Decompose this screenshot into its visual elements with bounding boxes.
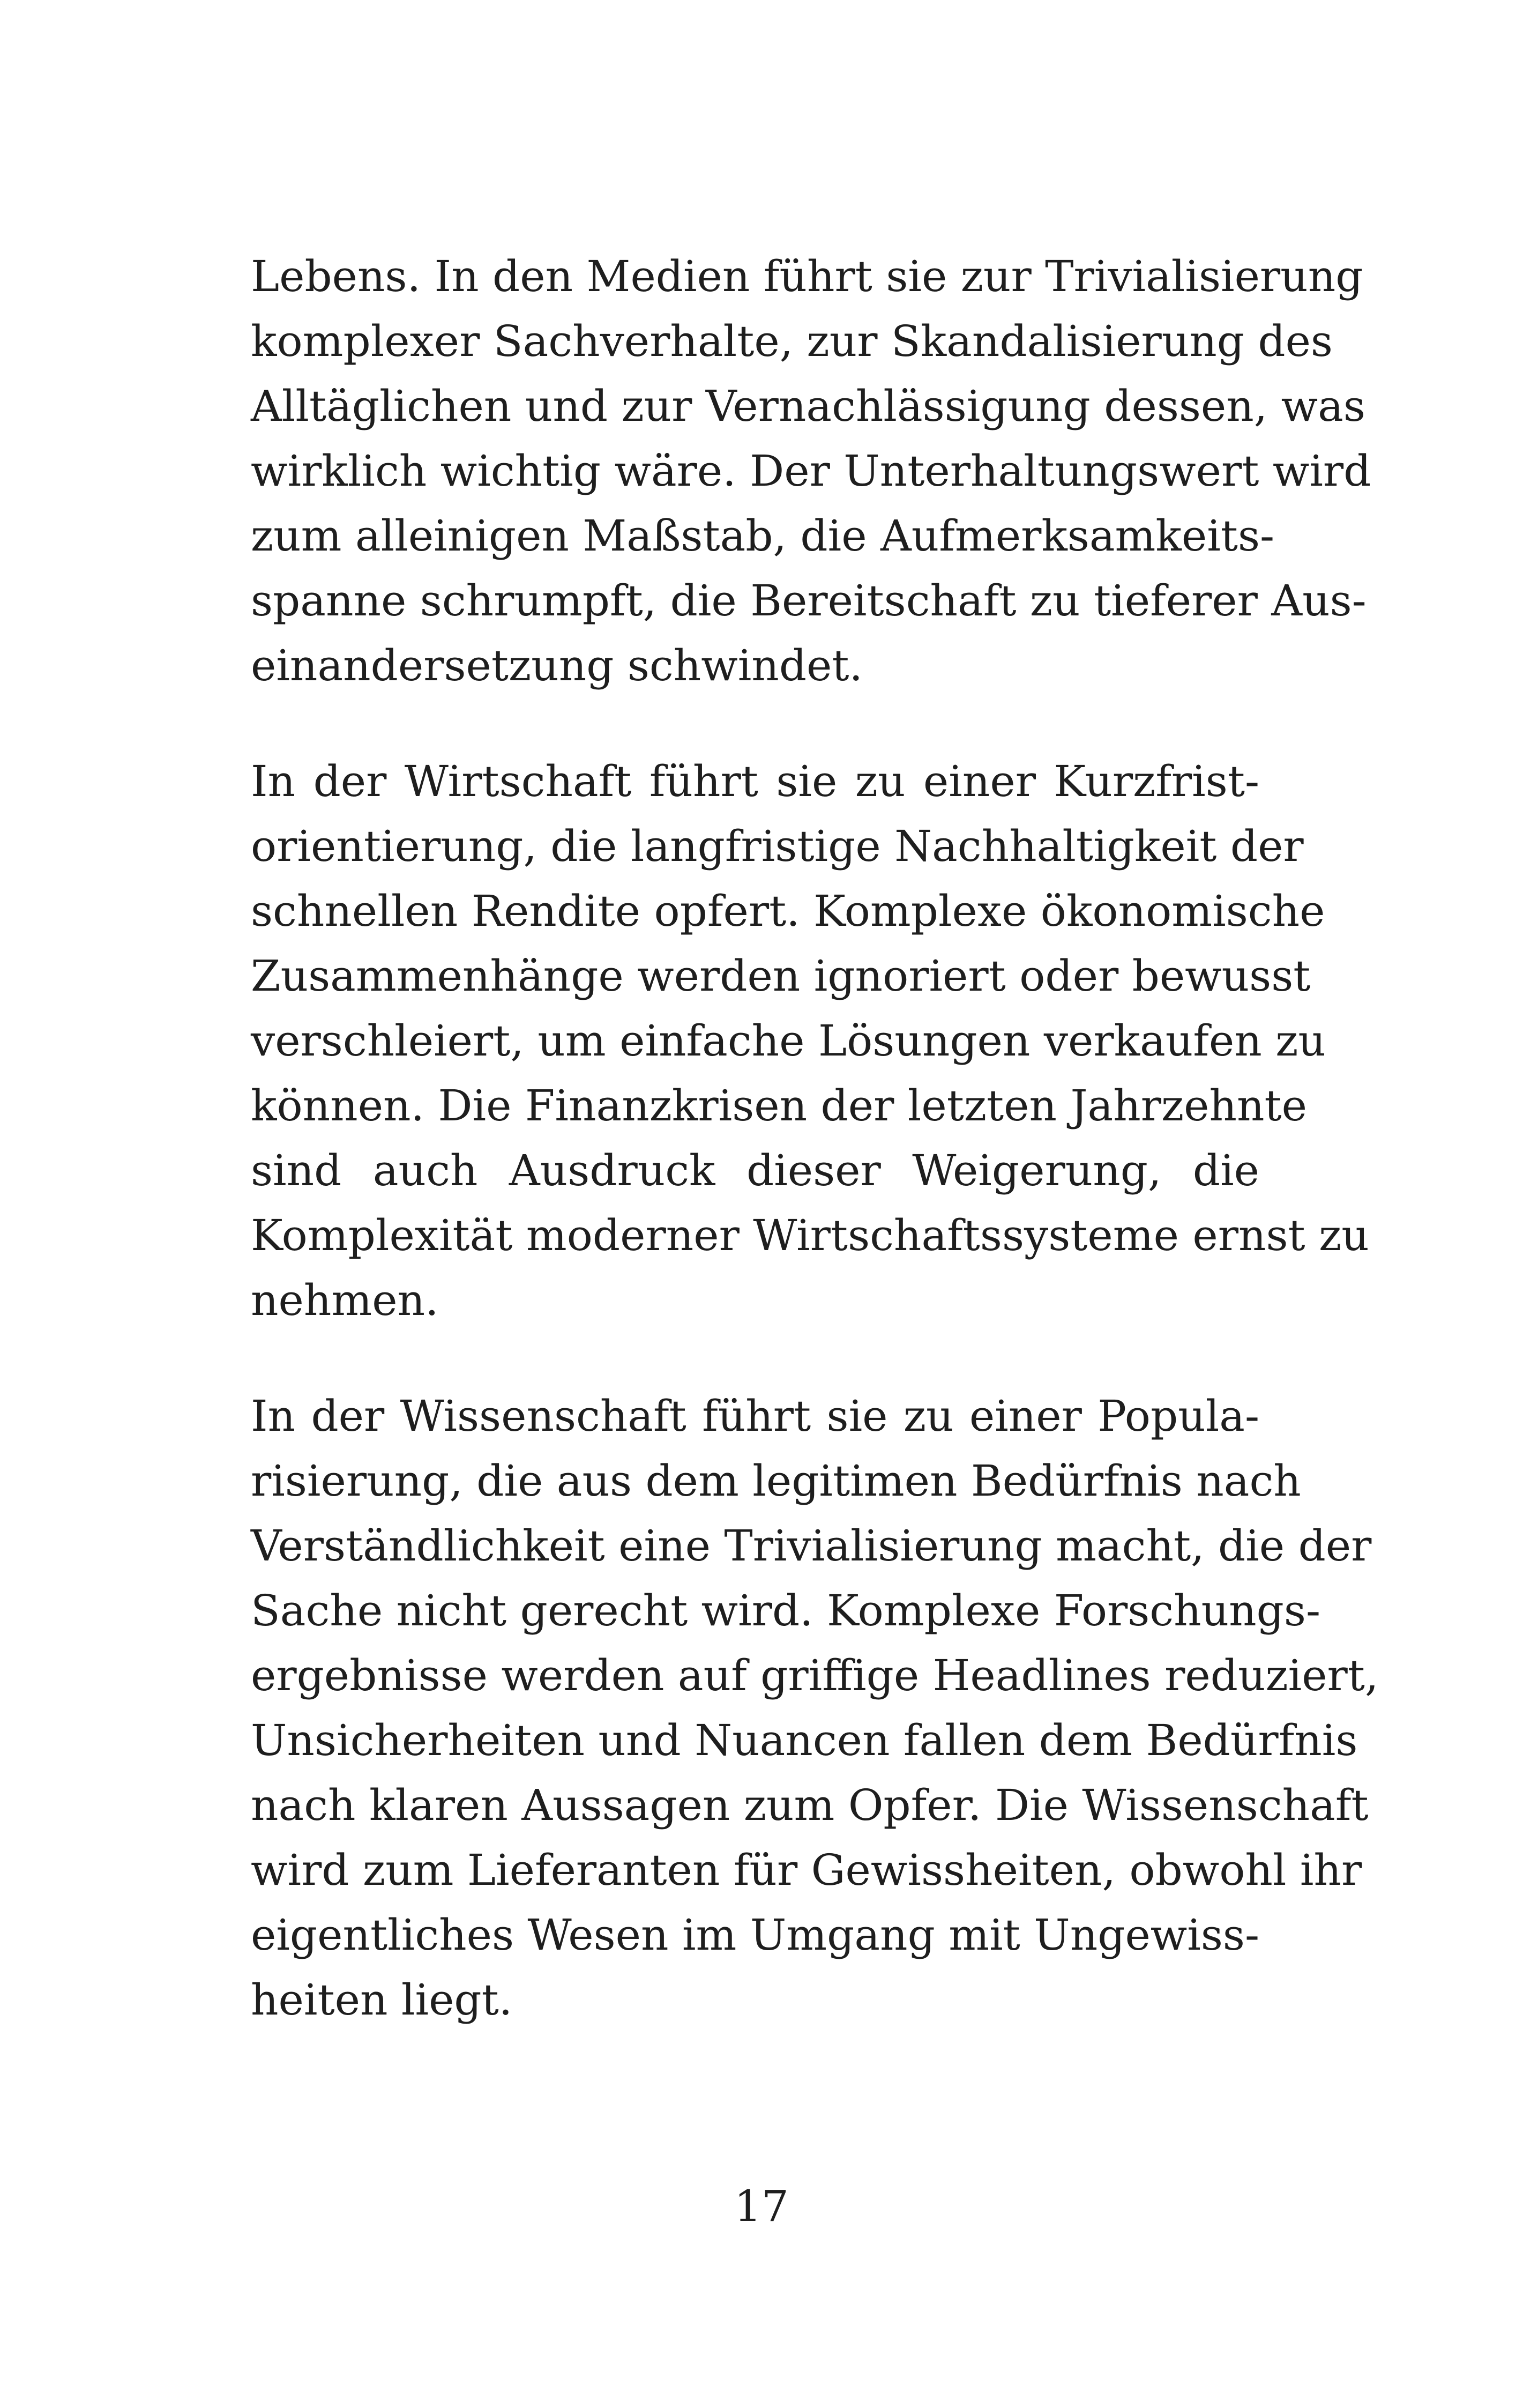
text-line: heiten liegt.	[251, 1975, 513, 2025]
text-line: wird zum Lieferanten für Gewissheiten, obwohl ihr	[251, 1845, 1362, 1895]
text-line: ergebnisse werden auf griffige Headlines reduziert,	[251, 1651, 1379, 1700]
text-line: wirklich wichtig wäre. Der Unterhaltungswert wird	[251, 446, 1371, 496]
text-line: Alltäglichen und zur Vernachlässigung dessen, was	[251, 381, 1365, 431]
text-line: In der Wirtschaft führt sie zu einer Kurzfrist-	[251, 756, 1259, 806]
text-line: sind auch Ausdruck dieser Weigerung, die	[251, 1146, 1259, 1195]
text-line: Komplexität moderner Wirtschaftssysteme ernst zu	[251, 1210, 1369, 1260]
text-line: orientierung, die langfristige Nachhaltigkeit der	[251, 821, 1304, 871]
text-line: risierung, die aus dem legitimen Bedürfnis nach	[251, 1456, 1301, 1506]
page-number: 17	[734, 2181, 789, 2231]
paragraph-wirtschaft	[251, 749, 1369, 1333]
text-line: verschleiert, um einfache Lösungen verkaufen zu	[251, 1016, 1326, 1066]
text-line: Unsicherheiten und Nuancen fallen dem Bedürfnis	[251, 1715, 1358, 1765]
text-line: Zusammenhänge werden ignoriert oder bewusst	[251, 951, 1311, 1001]
text-line: einandersetzung schwindet.	[251, 641, 863, 690]
text-line: Verständlichkeit eine Trivialisierung macht, die der	[251, 1521, 1372, 1571]
text-line: können. Die Finanzkrisen der letzten Jahrzehnte	[251, 1081, 1308, 1131]
text-line: schnellen Rendite opfert. Komplexe ökonomische	[251, 886, 1325, 936]
text-line: nach klaren Aussagen zum Opfer. Die Wissenschaft	[251, 1780, 1369, 1830]
text-line: nehmen.	[251, 1275, 439, 1325]
text-line: Lebens. In den Medien führt sie zur Trivialisierung	[251, 251, 1363, 301]
text-line: Sache nicht gerecht wird. Komplexe Forschungs-	[251, 1586, 1320, 1636]
text-line: In der Wissenschaft führt sie zu einer Popula-	[251, 1391, 1259, 1441]
text-line: komplexer Sachverhalte, zur Skandalisierung des	[251, 316, 1333, 366]
text-line: zum alleinigen Maßstab, die Aufmerksamkeits-	[251, 511, 1275, 561]
body-text	[251, 244, 1379, 2083]
paragraph-medien	[251, 244, 1371, 698]
text-line: eigentliches Wesen im Umgang mit Ungewiss-	[251, 1910, 1259, 1960]
text-line: spanne schrumpft, die Bereitschaft zu tieferer Aus-	[251, 576, 1367, 626]
paragraph-wissenschaft	[251, 1384, 1379, 2032]
